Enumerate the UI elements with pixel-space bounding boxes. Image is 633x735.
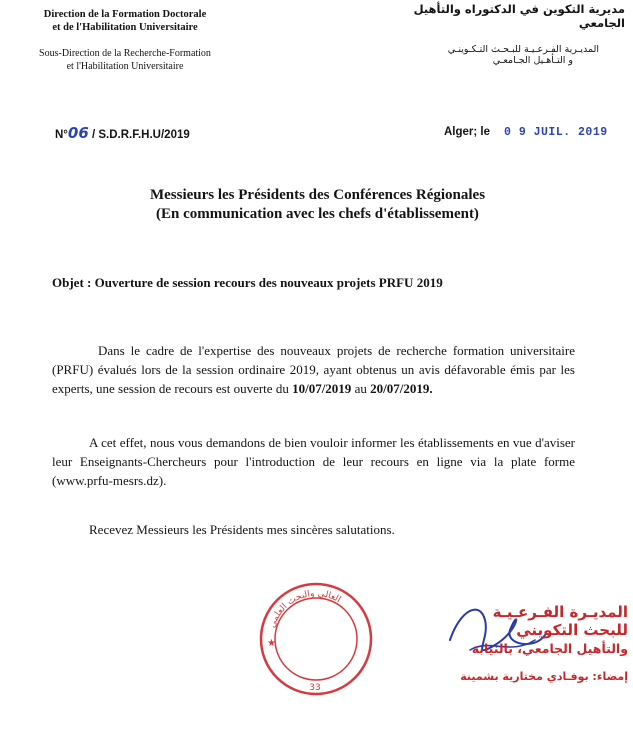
paragraph-2: A cet effet, nous vous demandons de bien vouloir informer les établissements en vue d'aviser leur Enseignants-Chercheurs pour l'introduction de leur recours en ligne via la plate forme (www.prfu-mesrs.dz). — [52, 435, 575, 488]
paragraph-1 — [52, 341, 575, 398]
arabic-subdirection-title-2: و التـأهـيل الجـامعـي — [492, 55, 573, 66]
direction-title: Direction de la Formation Doctorale — [43, 9, 207, 20]
subdirection-title-2: et l'Habilitation Universitaire — [66, 60, 184, 72]
header-right-arabic — [365, 2, 625, 66]
ref-handwritten-number: 06 — [67, 124, 89, 142]
subdirection-title: Sous-Direction de la Recherche-Formation — [39, 48, 211, 59]
arabic-subdirection-title: المديـرية الفـرعـيـة للبـحـث التـكـوينـي — [447, 44, 599, 55]
paragraph-1-text: Dans le cadre de l'expertise des nouveaux projets de recherche formation universitaire (PRFU) évalués lors de la session ordinaire 2019, ayant obtenus un avis défavorable émis par les experts, une session de recours est ouverte du — [52, 343, 575, 396]
seal-outer-ring — [261, 584, 371, 694]
stamp-line-3: إمضاء: بوفـادي مختارية بشمينة — [460, 670, 628, 683]
recipients-line-1: Messieurs les Présidents des Conférences Régionales — [149, 187, 486, 203]
recipients — [60, 186, 575, 224]
signature-stamp — [458, 603, 628, 683]
date-to-word: au — [354, 381, 367, 396]
closing-salutation: Recevez Messieurs les Présidents mes sincères salutations. — [89, 522, 395, 537]
reference-number — [55, 124, 190, 142]
seal-star: ★ — [267, 638, 276, 649]
date-stamp: 0 9 JUIL. 2019 — [504, 126, 608, 139]
place-label: Alger; le — [444, 126, 491, 138]
ref-code: / S.D.R.F.H.U/2019 — [91, 129, 190, 141]
object-line: Objet : Ouverture de session recours des nouveaux projets PRFU 2019 — [52, 275, 443, 290]
date-line — [444, 126, 608, 139]
direction-title-2: et de l'Habilitation Universitaire — [52, 21, 198, 33]
recipients-line-2: (En communication avec les chefs d'établissement) — [156, 206, 479, 222]
arabic-direction-title: مديرية التكوين في الدكتوراه والتأهيل الجامعي — [413, 2, 625, 30]
stamp-line-1: المديـرة الفـرعـيـة للبحث التكويني — [492, 603, 628, 639]
date-to: 20/07/2019. — [370, 381, 433, 396]
seal-ring-text: العالي والبحث العلمي — [267, 588, 343, 630]
stamp-line-2: والتأهيل الجامعي، بالنيابة — [471, 641, 628, 656]
official-seal — [257, 580, 375, 698]
ref-prefix: N° — [55, 129, 68, 141]
date-from: 10/07/2019 — [292, 381, 352, 396]
seal-number: 33 — [309, 683, 321, 693]
header-left — [2, 9, 248, 73]
